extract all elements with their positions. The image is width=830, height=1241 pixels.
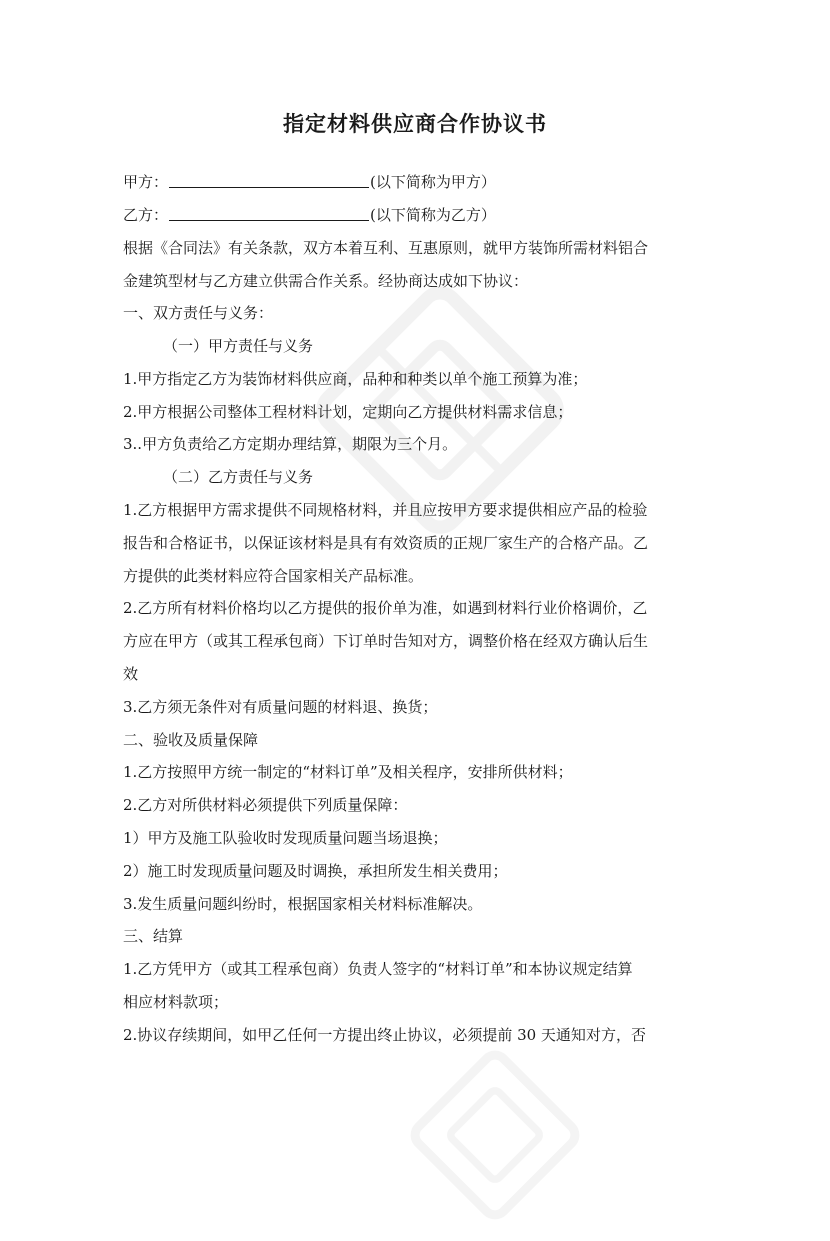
section1-b1-line1: 1.乙方根据甲方需求提供不同规格材料，并且应按甲方要求提供相应产品的检验	[123, 501, 648, 519]
party-b-label: 乙方：	[123, 206, 169, 224]
party-b-line	[123, 205, 496, 225]
intro-line-2: 金建筑型材与乙方建立供需合作关系。经协商达成如下协议：	[123, 272, 529, 290]
intro-line-1: 根据《合同法》有关条款，双方本着互利、互惠原则，就甲方装饰所需材料铝合	[123, 239, 649, 257]
section2-i3: 3.发生质量问题纠纷时，根据国家相关材料标准解决。	[123, 895, 483, 913]
watermark-icon-2	[389, 1029, 601, 1241]
section3-heading: 三、结算	[123, 927, 184, 945]
section3-i1-line2: 相应材料款项；	[123, 993, 229, 1011]
section1-b1-line2: 报告和合格证书，以保证该材料是具有有效资质的正规厂家生产的合格产品。乙	[123, 534, 649, 552]
section1-heading: 一、双方责任与义务：	[123, 304, 274, 322]
party-a-line	[123, 172, 496, 192]
section1-b2-line3: 效	[123, 665, 139, 683]
section1-b2-line2: 方应在甲方（或其工程承包商）下订单时告知对方，调整价格在经双方确认后生	[123, 632, 649, 650]
section1-a3: 3..甲方负责给乙方定期办理结算，期限为三个月。	[123, 435, 458, 453]
section1-b3: 3.乙方须无条件对有质量问题的材料退、换货；	[123, 698, 438, 716]
section2-i2a: 1）甲方及施工队验收时发现质量问题当场退换；	[123, 829, 448, 847]
section1-sub-a: （一）甲方责任与义务	[163, 337, 314, 355]
section1-a1: 1.甲方指定乙方为装饰材料供应商，品种和种类以单个施工预算为准；	[123, 370, 588, 388]
section1-a2: 2.甲方根据公司整体工程材料计划，定期向乙方提供材料需求信息；	[123, 403, 573, 421]
section3-i1-line1: 1.乙方凭甲方（或其工程承包商）负责人签字的“材料订单”和本协议规定结算	[123, 960, 633, 978]
section1-b1-line3: 方提供的此类材料应符合国家相关产品标准。	[123, 567, 424, 585]
party-b-blank	[169, 206, 369, 221]
section3-i2-line1: 2.协议存续期间，如甲乙任何一方提出终止协议，必须提前 30 天通知对方，否	[123, 1026, 646, 1044]
party-a-blank	[169, 173, 369, 188]
section2-i1: 1.乙方按照甲方统一制定的“材料订单”及相关程序，安排所供材料；	[123, 763, 573, 781]
section2-i2: 2.乙方对所供材料必须提供下列质量保障：	[123, 796, 408, 814]
party-a-note: (以下简称为甲方）	[370, 173, 496, 191]
section2-i2b: 2）施工时发现质量问题及时调换，承担所发生相关费用；	[123, 862, 508, 880]
document-title: 指定材料供应商合作协议书	[283, 112, 547, 136]
party-b-note: (以下简称为乙方）	[370, 206, 496, 224]
section1-b2-line1: 2.乙方所有材料价格均以乙方提供的报价单为准，如遇到材料行业价格调价，乙	[123, 599, 648, 617]
section2-heading: 二、验收及质量保障	[123, 731, 259, 749]
section1-sub-b: （二）乙方责任与义务	[163, 468, 314, 486]
party-a-label: 甲方：	[123, 173, 169, 191]
